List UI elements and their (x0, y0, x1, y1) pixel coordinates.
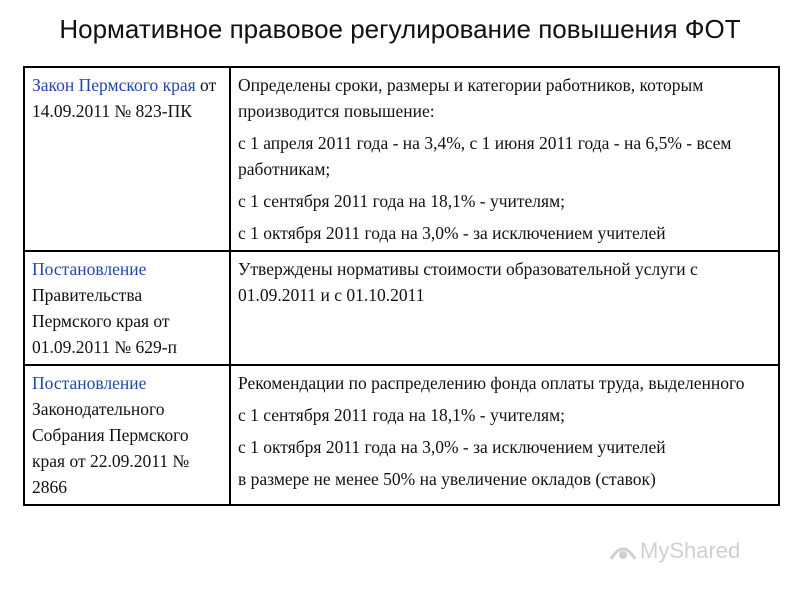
description-paragraph: Утверждены нормативы стоимости образовательной услуги с 01.09.2011 и с 01.10.2011 (238, 259, 698, 305)
table-row (24, 365, 779, 505)
document-details: Законодательного Собрания Пермского края от 22.09.2011 № 2866 (32, 399, 190, 497)
document-cell (24, 67, 230, 251)
description-paragraph: с 1 октября 2011 года на 3,0% - за исключением учителей (238, 223, 666, 243)
description-paragraph: с 1 апреля 2011 года - на 3,4%, с 1 июня 2011 года - на 6,5% - всем работникам; (238, 133, 732, 179)
description-paragraph: в размере не менее 50% на увеличение окладов (ставок) (238, 469, 656, 489)
document-title: Постановление (32, 373, 147, 393)
table-row (24, 251, 779, 365)
regulation-table (23, 66, 780, 506)
document-cell (24, 251, 230, 365)
description-paragraph: с 1 октября 2011 года на 3,0% - за исключением учителей (238, 437, 666, 457)
description-cell (230, 251, 779, 365)
watermark-logo-icon (608, 541, 638, 563)
description-cell (230, 67, 779, 251)
document-title: Постановление (32, 259, 147, 279)
description-paragraph: Определены сроки, размеры и категории работников, которым производится повышение: (238, 75, 704, 121)
document-title: Закон Пермского края (32, 75, 196, 95)
description-paragraph: Рекомендации по распределению фонда оплаты труда, выделенного (238, 373, 745, 393)
document-details: Правительства Пермского края от 01.09.2011 № 629-п (32, 285, 177, 357)
description-paragraph: с 1 сентября 2011 года на 18,1% - учителям; (238, 191, 566, 211)
watermark (608, 538, 740, 564)
watermark-text: MyShared (640, 538, 741, 563)
description-paragraph: с 1 сентября 2011 года на 18,1% - учителям; (238, 405, 566, 425)
table-row (24, 67, 779, 251)
document-cell (24, 365, 230, 505)
slide-title: Нормативное правовое регулирование повышения ФОТ (59, 14, 741, 44)
description-cell (230, 365, 779, 505)
document-details: от 14.09.2011 № 823-ПК (32, 75, 217, 121)
